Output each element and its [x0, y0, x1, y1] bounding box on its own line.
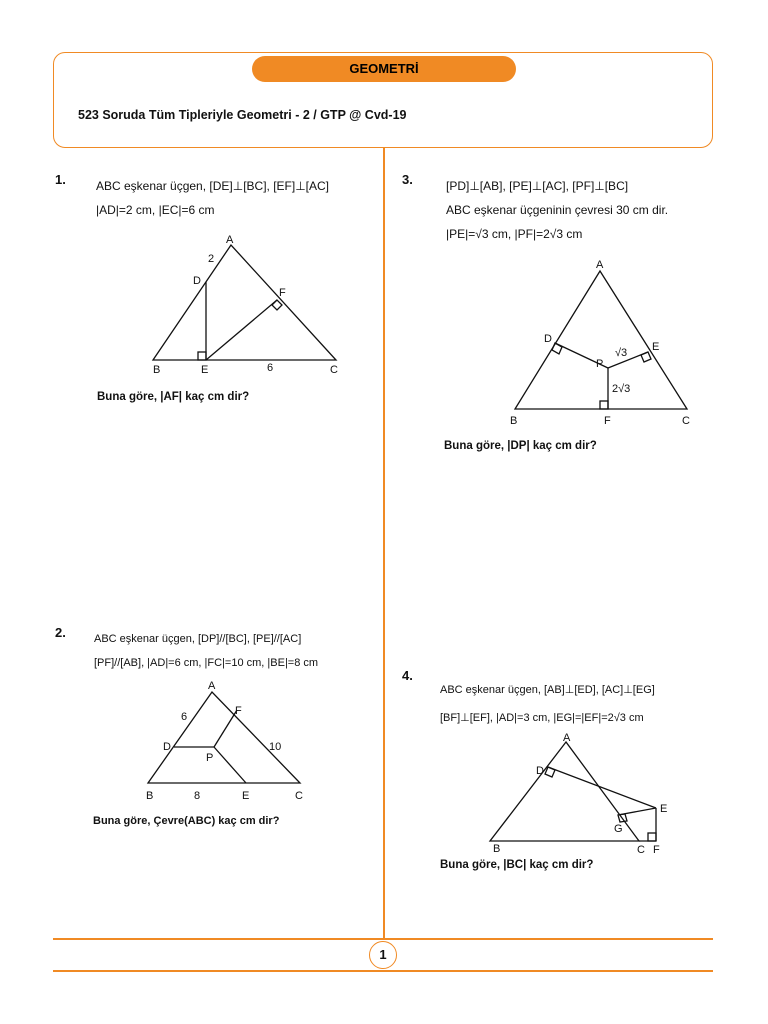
label-f: F — [279, 287, 286, 299]
label-b: B — [510, 415, 518, 427]
label-f: F — [653, 844, 660, 856]
label-be: 8 — [194, 790, 201, 802]
segment-pf — [214, 710, 237, 747]
question-1-figure — [140, 230, 360, 380]
segment-de — [548, 767, 656, 808]
question-4-number: 4. — [402, 668, 413, 683]
question-2-figure — [140, 676, 320, 806]
right-angle-f — [600, 401, 608, 409]
segment-ef — [206, 300, 277, 360]
question-3-ask: Buna göre, |DP| kaç cm dir? — [444, 440, 597, 452]
question-3-text — [446, 174, 668, 246]
question-4-text — [440, 676, 655, 732]
label-a: A — [563, 732, 571, 744]
question-3-line-1: [PD]⊥[AB], [PE]⊥[AC], [PF]⊥[BC] — [446, 179, 629, 193]
footer-line-bottom — [53, 970, 713, 972]
label-pe: √3 — [615, 347, 628, 359]
label-ec: 6 — [267, 362, 274, 374]
label-e: E — [242, 790, 250, 802]
label-a: A — [226, 234, 234, 246]
label-f: F — [604, 415, 611, 427]
triangle-abc — [153, 245, 336, 360]
question-1-text — [96, 174, 329, 222]
label-b: B — [153, 364, 161, 376]
label-c: C — [330, 364, 338, 376]
label-e: E — [660, 803, 668, 815]
right-angle-e — [198, 352, 206, 360]
label-pf: 2√3 — [612, 383, 631, 395]
segment-pe — [214, 747, 246, 783]
question-4-ask: Buna göre, |BC| kaç cm dir? — [440, 859, 594, 871]
label-d: D — [536, 765, 544, 777]
label-d: D — [544, 333, 552, 345]
footer-line-top — [53, 938, 713, 940]
question-2-ask: Buna göre, Çevre(ABC) kaç cm dir? — [93, 815, 280, 827]
question-1-ask: Buna göre, |AF| kaç cm dir? — [97, 391, 250, 403]
label-e: E — [652, 341, 660, 353]
label-d: D — [163, 741, 171, 753]
label-a: A — [596, 259, 604, 271]
label-d: D — [193, 275, 201, 287]
label-c: C — [682, 415, 690, 427]
question-3-figure — [505, 255, 705, 430]
page-number: 1 — [369, 941, 397, 969]
question-3-number: 3. — [402, 172, 413, 187]
triangle-abc — [515, 271, 687, 409]
label-c: C — [637, 844, 645, 856]
label-b: B — [493, 843, 501, 855]
right-angle-d — [552, 343, 562, 354]
label-ad: 2 — [208, 253, 215, 265]
question-2-text — [94, 627, 318, 675]
question-3-line-2: ABC eşkenar üçgeninin çevresi 30 cm dir. — [446, 203, 669, 217]
label-fc: 10 — [269, 741, 282, 753]
page-subtitle: 523 Soruda Tüm Tipleriyle Geometri - 2 / GTP @ Cvd-19 — [78, 108, 407, 122]
label-b: B — [146, 790, 154, 802]
right-angle-f — [648, 833, 656, 841]
question-2-number: 2. — [55, 625, 66, 640]
question-4-line-1: ABC eşkenar üçgen, [AB]⊥[ED], [AC]⊥[EG] — [440, 684, 655, 696]
label-p: P — [206, 752, 214, 764]
label-g: G — [614, 823, 623, 835]
label-p: P — [596, 358, 604, 370]
page-title: GEOMETRİ — [252, 56, 516, 82]
triangle-abc — [148, 692, 300, 783]
label-f: F — [235, 705, 242, 717]
question-3-line-3: |PE|=√3 cm, |PF|=2√3 cm — [446, 227, 583, 241]
question-2-line-2: [PF]//[AB], |AD|=6 cm, |FC|=10 cm, |BE|=8 cm — [94, 657, 319, 669]
question-4-figure — [480, 728, 690, 858]
question-1-number: 1. — [55, 172, 66, 187]
label-ad: 6 — [181, 711, 188, 723]
column-divider — [383, 148, 385, 938]
question-2-line-1: ABC eşkenar üçgen, [DP]//[BC], [PE]//[AC] — [94, 633, 302, 645]
question-4-line-2: [BF]⊥[EF], |AD|=3 cm, |EG|=|EF|=2√3 cm — [440, 712, 644, 724]
label-a: A — [208, 680, 216, 692]
label-c: C — [295, 790, 303, 802]
question-1-line-1: ABC eşkenar üçgen, [DE]⊥[BC], [EF]⊥[AC] — [96, 179, 329, 193]
right-angle-f — [272, 300, 282, 310]
label-e: E — [201, 364, 209, 376]
question-1-line-2: |AD|=2 cm, |EC|=6 cm — [96, 203, 215, 217]
